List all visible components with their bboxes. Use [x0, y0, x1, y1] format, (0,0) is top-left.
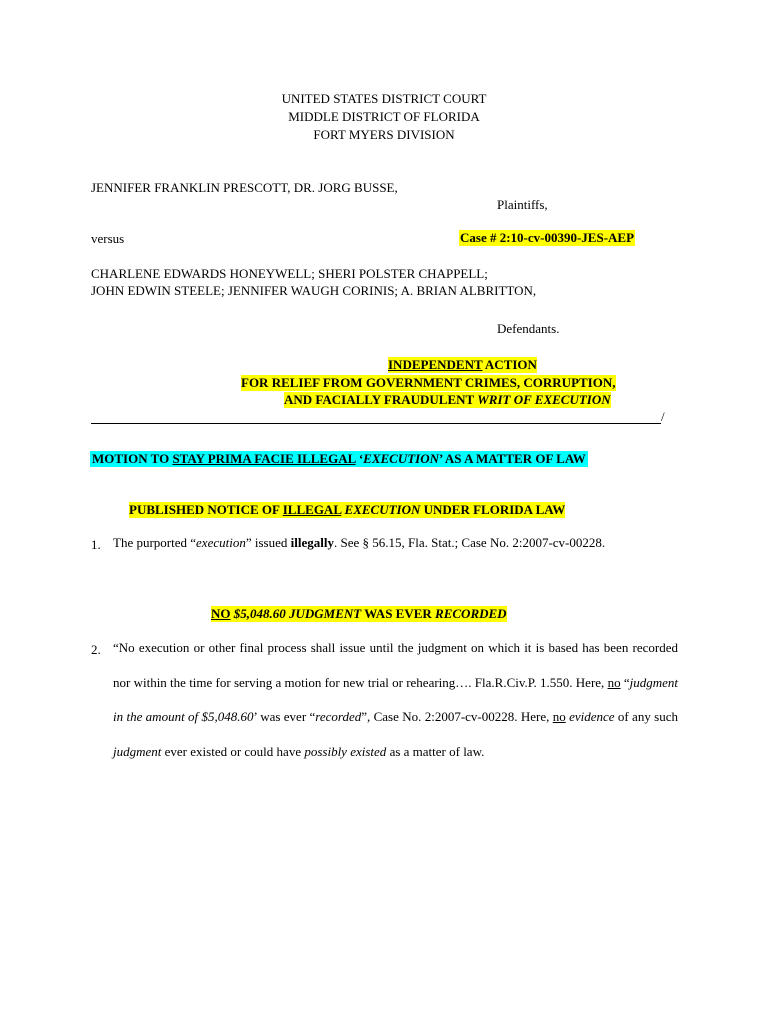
item-2-evidence: evidence — [569, 709, 615, 724]
action-title-line-2: FOR RELIEF FROM GOVERNMENT CRIMES, CORRUPTION, — [241, 375, 616, 390]
action-independent: INDEPENDENT — [388, 357, 483, 372]
motion-title-part-1: MOTION TO — [92, 451, 173, 466]
action-title-line-1 — [388, 357, 537, 373]
item-2-number: 2. — [91, 642, 101, 657]
item-1-execution: execution — [196, 535, 246, 550]
caption-rule — [91, 423, 661, 424]
action-word: ACTION — [482, 357, 537, 372]
notice-illegal: ILLEGAL — [282, 502, 342, 517]
defendants-label: Defendants. — [497, 321, 560, 336]
defendants-line-1: CHARLENE EDWARDS HONEYWELL; SHERI POLSTER CHAPPELL; — [91, 266, 488, 281]
item-2-part-3: “ — [620, 674, 630, 690]
item-2-part-5: ’ was ever “ — [253, 709, 316, 724]
motion-title-part-5: ’ AS A MATTER OF LAW — [439, 451, 586, 466]
motion-title-stay: STAY PRIMA FACIE ILLEGAL — [172, 451, 356, 466]
item-2-possibly-existed: possibly existed — [304, 743, 387, 759]
subheading-no: NO — [211, 606, 231, 621]
item-2-no-2: no — [552, 709, 566, 724]
notice-part-1: PUBLISHED NOTICE OF — [129, 502, 283, 517]
item-1-part-5: . See § 56.15, Fla. Stat.; Case No. 2:2007-cv-00228. — [333, 535, 606, 550]
item-1-number: 1. — [91, 537, 101, 552]
court-division: FORT MYERS DIVISION — [313, 127, 455, 142]
item-2-recorded: recorded — [315, 709, 362, 724]
item-1-part-1: The purported “ — [113, 535, 197, 550]
motion-title — [90, 451, 588, 467]
item-2-text — [113, 631, 678, 769]
versus-label: versus — [91, 231, 125, 246]
motion-title-execution: EXECUTION — [363, 451, 440, 466]
item-2-part-1: “No execution or other final process shall issue until the judgment on which it is based has been recorded nor within the time for serving a motion for new trial or rehearing…. Fla.R.Civ.P. 1.550. Here, — [113, 640, 678, 690]
item-2-judgment: judgment — [113, 743, 162, 759]
item-2-no-1: no — [607, 674, 621, 690]
notice-heading — [129, 502, 565, 518]
item-2-part-7: ”, Case No. 2:2007-cv-00228. Here, — [361, 709, 553, 724]
notice-part-5: UNDER FLORIDA LAW — [420, 502, 566, 517]
action-line-3-text: AND FACIALLY FRAUDULENT — [284, 392, 478, 407]
item-2-judgment-amount: judgment in the amount of $5,048.60 — [113, 674, 678, 724]
subheading-was-ever: WAS EVER — [361, 606, 436, 621]
court-name: UNITED STATES DISTRICT COURT — [281, 91, 487, 106]
action-title-line-3 — [284, 392, 611, 408]
item-2-part-11: of any such — [614, 709, 678, 724]
motion-title-part-3: ‘ — [355, 451, 364, 466]
subheading-recorded: RECORDED — [435, 606, 507, 621]
court-district: MIDDLE DISTRICT OF FLORIDA — [288, 109, 480, 124]
no-judgment-heading — [211, 606, 507, 622]
action-writ: WRIT OF EXECUTION — [477, 392, 611, 407]
item-2-part-15: as a matter of law. — [386, 743, 485, 759]
plaintiffs-label: Plaintiffs, — [497, 197, 548, 212]
item-1-part-3: ” issued — [245, 535, 291, 550]
item-1-text — [113, 526, 678, 561]
item-2-part-13: ever existed or could have — [161, 743, 305, 759]
case-number: Case # 2:10-cv-00390-JES-AEP — [460, 230, 635, 245]
defendants-line-2: JOHN EDWIN STEELE; JENNIFER WAUGH CORINIS; A. BRIAN ALBRITTON, — [91, 283, 537, 298]
plaintiffs-names: JENNIFER FRANKLIN PRESCOTT, DR. JORG BUSSE, — [91, 180, 398, 195]
subheading-judgment: $5,048.60 JUDGMENT — [233, 606, 362, 621]
item-1-illegally: illegally — [290, 535, 334, 550]
notice-execution: EXECUTION — [344, 502, 421, 517]
caption-slash: / — [661, 409, 665, 424]
